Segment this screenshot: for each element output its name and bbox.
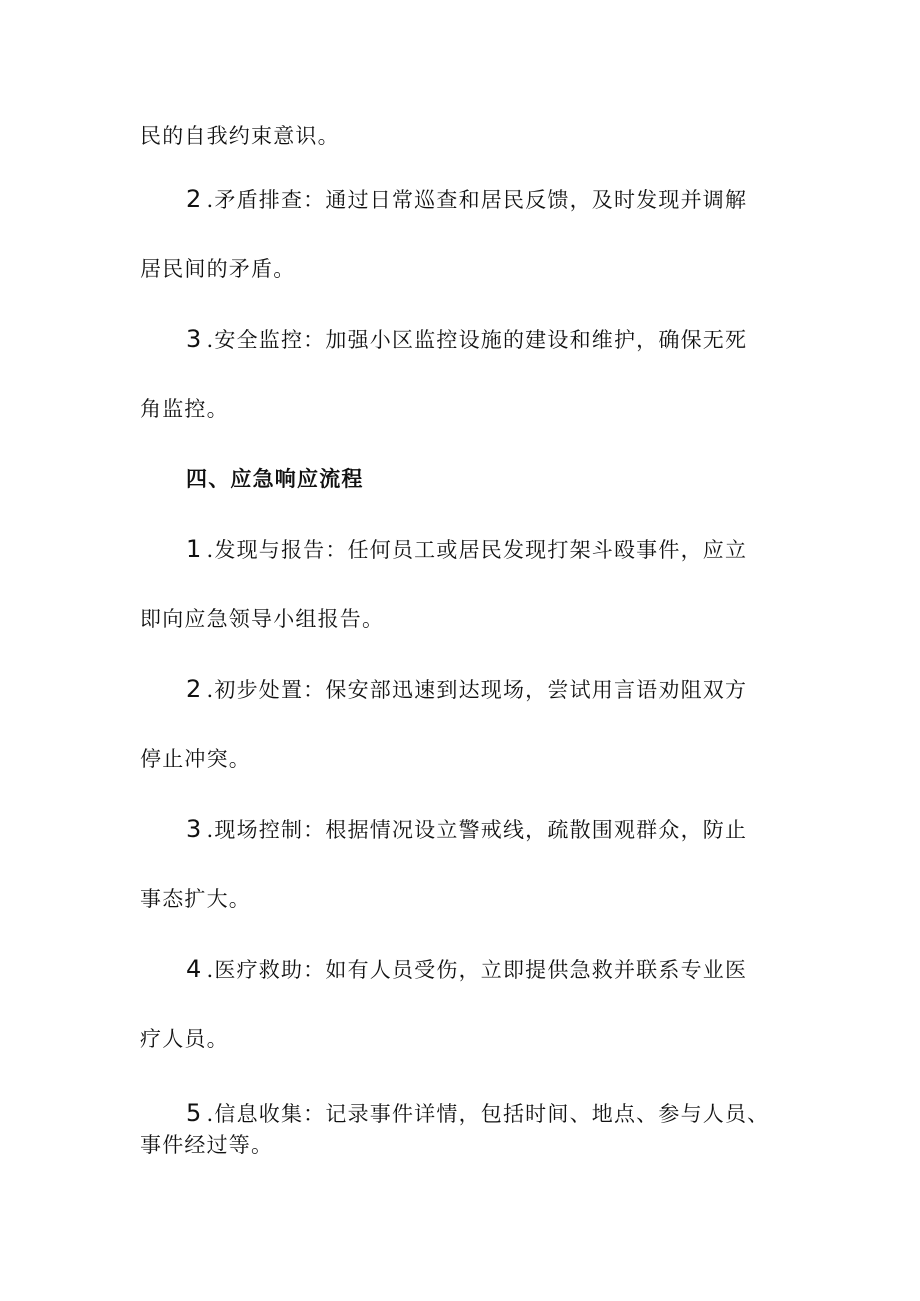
- line-text: 发现与报告：任何员工或居民发现打架斗殴事件，应立: [214, 538, 748, 562]
- line-text: 居民间的矛盾。: [140, 257, 296, 281]
- line-text: 事件经过等。: [140, 1133, 274, 1157]
- list-dot: .: [206, 538, 215, 562]
- line-text: 安全监控：加强小区监控设施的建设和维护，确保无死: [214, 328, 748, 352]
- step-3-line-2: [140, 884, 780, 914]
- paragraph-line-1: [140, 121, 780, 151]
- list-item-2-line-1: [186, 184, 826, 215]
- step-5-line-2: [140, 1131, 780, 1159]
- step-4-line-2: [140, 1024, 780, 1054]
- list-item-3-line-1: [186, 324, 826, 355]
- step-2-line-2: [140, 744, 780, 774]
- list-item-2-line-2: [140, 254, 780, 284]
- list-dot: .: [206, 328, 215, 352]
- list-dot: .: [206, 188, 215, 212]
- line-text: 疗人员。: [140, 1027, 229, 1051]
- step-5-line-1: [186, 1099, 826, 1128]
- line-text: 信息收集：记录事件详情，包括时间、地点、参与人员、: [214, 1102, 770, 1126]
- list-dot: .: [206, 1102, 215, 1126]
- step-3-line-1: [186, 814, 826, 845]
- section-heading: 四、应急响应流程: [186, 467, 364, 491]
- step-2-line-1: [186, 674, 826, 705]
- step-1-line-2: [140, 604, 780, 634]
- line-text: 民的自我约束意识。: [140, 124, 340, 148]
- list-number: 3: [186, 815, 203, 843]
- list-number: 5: [186, 1099, 203, 1127]
- line-text: 初步处置：保安部迅速到达现场，尝试用言语劝阻双方: [214, 678, 748, 702]
- step-1-line-1: [186, 534, 826, 565]
- list-dot: .: [206, 678, 215, 702]
- list-number: 1: [186, 535, 203, 563]
- line-text: 角监控。: [140, 397, 229, 421]
- list-item-3-line-2: [140, 394, 780, 424]
- step-4-line-1: [186, 954, 826, 985]
- line-text: 事态扩大。: [140, 887, 251, 911]
- line-text: 停止冲突。: [140, 747, 251, 771]
- list-number: 2: [186, 675, 203, 703]
- list-number: 4: [186, 955, 203, 983]
- line-text: 即向应急领导小组报告。: [140, 607, 385, 631]
- line-text: 医疗救助：如有人员受伤，立即提供急救并联系专业医: [214, 958, 748, 982]
- line-text: 现场控制：根据情况设立警戒线，疏散围观群众，防止: [214, 818, 748, 842]
- list-dot: .: [206, 958, 215, 982]
- line-text: 矛盾排查：通过日常巡查和居民反馈，及时发现并调解: [214, 188, 748, 212]
- list-number: 3: [186, 325, 203, 353]
- list-dot: .: [206, 818, 215, 842]
- list-number: 2: [186, 185, 203, 213]
